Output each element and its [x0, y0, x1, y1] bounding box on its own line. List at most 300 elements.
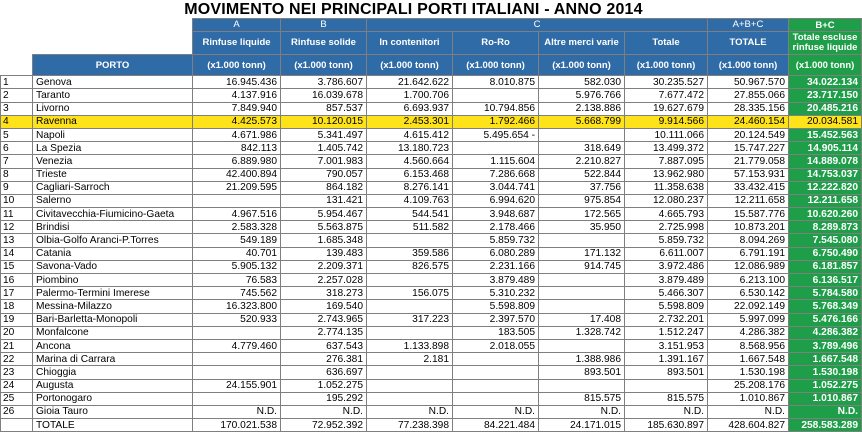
total-index-cell: [1, 419, 33, 432]
port-name-cell: Palermo-Termini Imerese: [33, 287, 193, 300]
row-index-cell: 9: [1, 181, 33, 194]
totale-cell: 1.010.867: [708, 392, 789, 405]
totale-cell: 6.530.142: [708, 287, 789, 300]
ro-ro-cell: 5.859.732: [453, 234, 539, 247]
altre-merci-cell: 35.950: [539, 221, 625, 234]
port-name-cell: Ravenna: [33, 115, 193, 128]
page-title: MOVIMENTO NEI PRINCIPALI PORTI ITALIANI - ANNO 2014: [184, 1, 643, 18]
totale-c-cell: 5.598.809: [625, 300, 708, 313]
contenitori-cell: 2.181: [367, 353, 453, 366]
rinfuse-liquide-cell: 21.209.595: [193, 181, 281, 194]
header-contenitori: In contenitori: [367, 32, 453, 55]
contenitori-cell: 2.453.301: [367, 115, 453, 128]
header-rinfuse-liquide: Rinfuse liquide: [193, 32, 281, 55]
totale-c-cell: 5.466.307: [625, 287, 708, 300]
rinfuse-liquide-cell: 76.583: [193, 274, 281, 287]
totale-cell: 6.213.100: [708, 274, 789, 287]
row-index-cell: 12: [1, 221, 33, 234]
port-name-cell: Gioia Tauro: [33, 405, 193, 418]
totale-cell: 15.587.776: [708, 208, 789, 221]
rinfuse-solide-cell: 318.273: [281, 287, 367, 300]
totale-escluse-cell: 6.750.490: [789, 247, 862, 260]
port-name-cell: Salerno: [33, 194, 193, 207]
totale-escluse-cell: 34.022.134: [789, 76, 862, 89]
table-row: [1, 274, 862, 287]
totale-c-cell: 4.665.793: [625, 208, 708, 221]
table-row: [1, 181, 862, 194]
table-row: [1, 300, 862, 313]
altre-merci-cell: 914.745: [539, 260, 625, 273]
rinfuse-liquide-cell: 520.933: [193, 313, 281, 326]
ro-ro-cell: [453, 366, 539, 379]
port-name-cell: Portonogaro: [33, 392, 193, 405]
unit-label: (x1.000 tonn): [708, 55, 789, 76]
table-row: [1, 326, 862, 339]
total-row: [1, 419, 862, 432]
contenitori-cell: 21.642.622: [367, 76, 453, 89]
unit-label: (x1.000 tonn): [193, 55, 281, 76]
port-name-cell: Napoli: [33, 128, 193, 141]
totale-cell: 8.094.269: [708, 234, 789, 247]
altre-merci-cell: 522.844: [539, 168, 625, 181]
totale-cell: 28.335.156: [708, 102, 789, 115]
rinfuse-solide-cell: 1.405.742: [281, 142, 367, 155]
port-name-cell: Monfalcone: [33, 326, 193, 339]
totale-cell: 5.997.099: [708, 313, 789, 326]
totale-escluse-cell: 20.485.216: [789, 102, 862, 115]
unit-label: (x1.000 tonn): [367, 55, 453, 76]
totale-c-cell: 11.358.638: [625, 181, 708, 194]
totale-escluse-cell: 14.753.037: [789, 168, 862, 181]
ro-ro-cell: [453, 142, 539, 155]
table-row: [1, 313, 862, 326]
ro-ro-cell: 5.598.809: [453, 300, 539, 313]
rinfuse-liquide-cell: 549.189: [193, 234, 281, 247]
header-letter-c: C: [367, 19, 708, 32]
row-index-cell: 13: [1, 234, 33, 247]
port-name-cell: Livorno: [33, 102, 193, 115]
totale-cell: 27.855.066: [708, 89, 789, 102]
row-index-cell: 17: [1, 287, 33, 300]
rinfuse-liquide-cell: 24.155.901: [193, 379, 281, 392]
altre-merci-cell: 815.575: [539, 392, 625, 405]
row-index-cell: 4: [1, 115, 33, 128]
header-totale: TOTALE: [708, 32, 789, 55]
header-letters-row: [1, 19, 862, 32]
totale-c-cell: 5.859.732: [625, 234, 708, 247]
port-name-cell: Chioggia: [33, 366, 193, 379]
totale-escluse-cell: 12.211.658: [789, 194, 862, 207]
rinfuse-solide-cell: 10.120.015: [281, 115, 367, 128]
port-name-cell: Messina-Milazzo: [33, 300, 193, 313]
totale-c-cell: 13.499.372: [625, 142, 708, 155]
totale-cell: 6.791.191: [708, 247, 789, 260]
totale-escluse-cell: 23.717.150: [789, 89, 862, 102]
ro-ro-cell: 3.948.687: [453, 208, 539, 221]
totale-escluse-cell: 5.476.166: [789, 313, 862, 326]
port-name-cell: Civitavecchia-Fiumicino-Gaeta: [33, 208, 193, 221]
contenitori-cell: [367, 234, 453, 247]
totale-escluse-cell: N.D.: [789, 405, 862, 418]
totale-c-cell: 12.080.237: [625, 194, 708, 207]
totale-c-cell: 9.914.566: [625, 115, 708, 128]
rinfuse-solide-cell: 1.685.348: [281, 234, 367, 247]
ro-ro-cell: 2.178.466: [453, 221, 539, 234]
rinfuse-solide-cell: 790.057: [281, 168, 367, 181]
rinfuse-liquide-cell: 16.945.436: [193, 76, 281, 89]
table-row: [1, 379, 862, 392]
rinfuse-solide-cell: 195.292: [281, 392, 367, 405]
contenitori-cell: [367, 274, 453, 287]
table-row: [1, 208, 862, 221]
totale-escluse-cell: 8.289.873: [789, 221, 862, 234]
ro-ro-cell: 7.286.668: [453, 168, 539, 181]
rinfuse-solide-cell: 5.954.467: [281, 208, 367, 221]
contenitori-cell: [367, 392, 453, 405]
contenitori-cell: 1.700.706: [367, 89, 453, 102]
rinfuse-liquide-cell: [193, 392, 281, 405]
contenitori-cell: 4.560.664: [367, 155, 453, 168]
totale-escluse-cell: 5.784.580: [789, 287, 862, 300]
row-index-cell: 8: [1, 168, 33, 181]
rinfuse-liquide-cell: 4.671.986: [193, 128, 281, 141]
port-name-cell: Catania: [33, 247, 193, 260]
table-row: [1, 247, 862, 260]
table-row: [1, 168, 862, 181]
ro-ro-cell: [453, 89, 539, 102]
totale-cell: 12.211.658: [708, 194, 789, 207]
header-totale-escluse: Totale escluse rinfuse liquide: [789, 32, 862, 55]
altre-merci-cell: 5.976.766: [539, 89, 625, 102]
contenitori-cell: 156.075: [367, 287, 453, 300]
ro-ro-cell: [453, 379, 539, 392]
table-row: [1, 142, 862, 155]
totale-c-cell: 13.962.980: [625, 168, 708, 181]
altre-merci-cell: 5.668.799: [539, 115, 625, 128]
totale-c-cell: 1.512.247: [625, 326, 708, 339]
rinfuse-solide-cell: 2.257.028: [281, 274, 367, 287]
port-name-cell: Olbia-Golfo Aranci-P.Torres: [33, 234, 193, 247]
contenitori-cell: 359.586: [367, 247, 453, 260]
rinfuse-solide-cell: 864.182: [281, 181, 367, 194]
port-name-cell: Ancona: [33, 339, 193, 352]
rinfuse-solide-cell: 2.209.371: [281, 260, 367, 273]
header-letter-b: B: [281, 19, 367, 32]
row-index-cell: 2: [1, 89, 33, 102]
totale-cell: 22.092.149: [708, 300, 789, 313]
ro-ro-cell: 6.080.289: [453, 247, 539, 260]
rinfuse-solide-cell: 3.786.607: [281, 76, 367, 89]
altre-merci-cell: 893.501: [539, 366, 625, 379]
totale-cell: 1.667.548: [708, 353, 789, 366]
total-ro-ro: 84.221.484: [453, 419, 539, 432]
totale-c-cell: 815.575: [625, 392, 708, 405]
altre-merci-cell: 582.030: [539, 76, 625, 89]
table-row: [1, 221, 862, 234]
altre-merci-cell: 2.138.886: [539, 102, 625, 115]
totale-cell: 25.208.176: [708, 379, 789, 392]
row-index-cell: 15: [1, 260, 33, 273]
totale-c-cell: [625, 379, 708, 392]
rinfuse-solide-cell: 637.543: [281, 339, 367, 352]
port-name-cell: Savona-Vado: [33, 260, 193, 273]
row-index-cell: 22: [1, 353, 33, 366]
totale-c-cell: 7.677.472: [625, 89, 708, 102]
rinfuse-solide-cell: 169.540: [281, 300, 367, 313]
contenitori-cell: N.D.: [367, 405, 453, 418]
rinfuse-liquide-cell: [193, 366, 281, 379]
contenitori-cell: 544.541: [367, 208, 453, 221]
unit-label: (x1.000 tonn): [789, 55, 862, 76]
rinfuse-solide-cell: 276.381: [281, 353, 367, 366]
row-index-cell: 19: [1, 313, 33, 326]
contenitori-cell: 6.693.937: [367, 102, 453, 115]
ro-ro-cell: N.D.: [453, 405, 539, 418]
totale-c-cell: 7.887.095: [625, 155, 708, 168]
row-index-cell: 26: [1, 405, 33, 418]
totale-escluse-cell: 5.768.349: [789, 300, 862, 313]
totale-c-cell: 3.151.953: [625, 339, 708, 352]
contenitori-cell: 4.109.763: [367, 194, 453, 207]
table-row: [1, 339, 862, 352]
rinfuse-liquide-cell: [193, 326, 281, 339]
unit-label: (x1.000 tonn): [625, 55, 708, 76]
totale-cell: 1.530.198: [708, 366, 789, 379]
contenitori-cell: 4.615.412: [367, 128, 453, 141]
rinfuse-liquide-cell: 5.905.132: [193, 260, 281, 273]
ro-ro-cell: 1.115.604: [453, 155, 539, 168]
table-row: [1, 155, 862, 168]
totale-cell: 20.124.549: [708, 128, 789, 141]
header-letter-abc: A+B+C: [708, 19, 789, 32]
ro-ro-cell: 3.044.741: [453, 181, 539, 194]
table-row: [1, 366, 862, 379]
totale-cell: 8.568.956: [708, 339, 789, 352]
port-name-cell: Brindisi: [33, 221, 193, 234]
totale-cell: 10.873.201: [708, 221, 789, 234]
totale-c-cell: 2.725.998: [625, 221, 708, 234]
totale-c-cell: 3.879.489: [625, 274, 708, 287]
altre-merci-cell: 1.328.742: [539, 326, 625, 339]
table-row: [1, 102, 862, 115]
row-index-cell: 18: [1, 300, 33, 313]
row-index-cell: 7: [1, 155, 33, 168]
rinfuse-liquide-cell: 16.323.800: [193, 300, 281, 313]
totale-escluse-cell: 15.452.563: [789, 128, 862, 141]
contenitori-cell: [367, 366, 453, 379]
altre-merci-cell: 172.565: [539, 208, 625, 221]
total-altre-merci: 24.171.015: [539, 419, 625, 432]
ports-table: [0, 18, 862, 432]
totale-escluse-cell: 1.010.867: [789, 392, 862, 405]
total-totale-c: 185.630.897: [625, 419, 708, 432]
port-name-cell: Piombino: [33, 274, 193, 287]
table-row: [1, 89, 862, 102]
contenitori-cell: [367, 300, 453, 313]
port-name-cell: Marina di Carrara: [33, 353, 193, 366]
total-contenitori: 77.238.398: [367, 419, 453, 432]
blank-cell: [33, 19, 193, 32]
row-index-cell: 21: [1, 339, 33, 352]
totale-escluse-cell: 3.789.496: [789, 339, 862, 352]
altre-merci-cell: 2.210.827: [539, 155, 625, 168]
table-row: [1, 128, 862, 141]
total-escluse: 258.583.289: [789, 419, 862, 432]
rinfuse-solide-cell: 16.039.678: [281, 89, 367, 102]
altre-merci-cell: [539, 274, 625, 287]
port-name-cell: Cagliari-Sarroch: [33, 181, 193, 194]
contenitori-cell: [367, 326, 453, 339]
totale-escluse-cell: 6.181.857: [789, 260, 862, 273]
totale-c-cell: 2.732.201: [625, 313, 708, 326]
header-letter-bc: B+C: [789, 19, 862, 32]
table-row: [1, 115, 862, 128]
header-units-row: [1, 55, 862, 76]
row-index-cell: 20: [1, 326, 33, 339]
rinfuse-liquide-cell: 40.701: [193, 247, 281, 260]
ro-ro-cell: 6.994.620: [453, 194, 539, 207]
rinfuse-liquide-cell: 4.137.916: [193, 89, 281, 102]
rinfuse-liquide-cell: 42.400.894: [193, 168, 281, 181]
contenitori-cell: [367, 379, 453, 392]
rinfuse-solide-cell: 1.052.275: [281, 379, 367, 392]
totale-c-cell: 6.611.007: [625, 247, 708, 260]
port-name-cell: Augusta: [33, 379, 193, 392]
totale-cell: N.D.: [708, 405, 789, 418]
header-totale-c: Totale: [625, 32, 708, 55]
rinfuse-liquide-cell: 4.967.516: [193, 208, 281, 221]
altre-merci-cell: 975.854: [539, 194, 625, 207]
unit-label: (x1.000 tonn): [281, 55, 367, 76]
ro-ro-cell: 183.505: [453, 326, 539, 339]
totale-cell: 4.286.382: [708, 326, 789, 339]
totale-c-cell: N.D.: [625, 405, 708, 418]
header-ro-ro: Ro-Ro: [453, 32, 539, 55]
rinfuse-liquide-cell: 4.779.460: [193, 339, 281, 352]
contenitori-cell: 317.223: [367, 313, 453, 326]
table-row: [1, 260, 862, 273]
rinfuse-solide-cell: 2.774.135: [281, 326, 367, 339]
row-index-cell: 3: [1, 102, 33, 115]
table-row: [1, 234, 862, 247]
altre-merci-cell: 171.132: [539, 247, 625, 260]
ro-ro-cell: 2.397.570: [453, 313, 539, 326]
rinfuse-liquide-cell: 6.889.980: [193, 155, 281, 168]
row-index-cell: 11: [1, 208, 33, 221]
port-name-cell: La Spezia: [33, 142, 193, 155]
table-body: [1, 76, 862, 419]
port-name-cell: Genova: [33, 76, 193, 89]
rinfuse-solide-cell: 5.341.497: [281, 128, 367, 141]
altre-merci-cell: [539, 339, 625, 352]
totale-cell: 33.432.415: [708, 181, 789, 194]
rinfuse-solide-cell: 857.537: [281, 102, 367, 115]
row-index-cell: 24: [1, 379, 33, 392]
total-totale: 428.604.827: [708, 419, 789, 432]
rinfuse-solide-cell: 7.001.983: [281, 155, 367, 168]
rinfuse-solide-cell: 131.421: [281, 194, 367, 207]
totale-c-cell: 893.501: [625, 366, 708, 379]
totale-c-cell: 1.391.167: [625, 353, 708, 366]
totale-escluse-cell: 1.530.198: [789, 366, 862, 379]
ro-ro-cell: 2.231.166: [453, 260, 539, 273]
altre-merci-cell: 318.649: [539, 142, 625, 155]
unit-label: (x1.000 tonn): [539, 55, 625, 76]
port-name-cell: Venezia: [33, 155, 193, 168]
ro-ro-cell: 5.495.654 -: [453, 128, 539, 141]
ro-ro-cell: 3.879.489: [453, 274, 539, 287]
contenitori-cell: 826.575: [367, 260, 453, 273]
ro-ro-cell: 5.310.232: [453, 287, 539, 300]
ro-ro-cell: [453, 353, 539, 366]
ro-ro-cell: 1.792.466: [453, 115, 539, 128]
rinfuse-liquide-cell: [193, 194, 281, 207]
totale-cell: 50.967.570: [708, 76, 789, 89]
totale-escluse-cell: 1.052.275: [789, 379, 862, 392]
table-row: [1, 392, 862, 405]
totale-escluse-cell: 6.136.517: [789, 274, 862, 287]
row-index-cell: 23: [1, 366, 33, 379]
header-columns-row: [1, 32, 862, 55]
totale-escluse-cell: 20.034.581: [789, 115, 862, 128]
header-rinfuse-solide: Rinfuse solide: [281, 32, 367, 55]
rinfuse-solide-cell: 636.697: [281, 366, 367, 379]
contenitori-cell: 511.582: [367, 221, 453, 234]
totale-cell: 21.779.058: [708, 155, 789, 168]
ro-ro-cell: 2.018.055: [453, 339, 539, 352]
row-index-cell: 5: [1, 128, 33, 141]
rinfuse-liquide-cell: 7.849.940: [193, 102, 281, 115]
contenitori-cell: 8.276.141: [367, 181, 453, 194]
ro-ro-cell: [453, 392, 539, 405]
altre-merci-cell: [539, 287, 625, 300]
header-letter-a: A: [193, 19, 281, 32]
blank-cell: [1, 55, 33, 76]
totale-escluse-cell: 14.889.078: [789, 155, 862, 168]
table-row: [1, 287, 862, 300]
totale-c-cell: 19.627.679: [625, 102, 708, 115]
altre-merci-cell: 1.388.986: [539, 353, 625, 366]
totale-escluse-cell: 1.667.548: [789, 353, 862, 366]
rinfuse-liquide-cell: 745.562: [193, 287, 281, 300]
header-porto: PORTO: [33, 55, 193, 76]
row-index-cell: 16: [1, 274, 33, 287]
table-row: [1, 353, 862, 366]
rinfuse-solide-cell: N.D.: [281, 405, 367, 418]
altre-merci-cell: [539, 379, 625, 392]
altre-merci-cell: N.D.: [539, 405, 625, 418]
rinfuse-liquide-cell: [193, 353, 281, 366]
altre-merci-cell: 37.756: [539, 181, 625, 194]
altre-merci-cell: 17.408: [539, 313, 625, 326]
totale-escluse-cell: 12.222.820: [789, 181, 862, 194]
totale-escluse-cell: 14.905.114: [789, 142, 862, 155]
totale-escluse-cell: 7.545.080: [789, 234, 862, 247]
row-index-cell: 6: [1, 142, 33, 155]
altre-merci-cell: [539, 234, 625, 247]
totale-c-cell: 30.235.527: [625, 76, 708, 89]
header-altre-merci: Altre merci varie: [539, 32, 625, 55]
row-index-cell: 25: [1, 392, 33, 405]
total-label: TOTALE: [33, 419, 193, 432]
port-name-cell: Trieste: [33, 168, 193, 181]
rinfuse-liquide-cell: N.D.: [193, 405, 281, 418]
rinfuse-liquide-cell: 4.425.573: [193, 115, 281, 128]
totale-escluse-cell: 4.286.382: [789, 326, 862, 339]
blank-cell: [33, 32, 193, 55]
totale-escluse-cell: 10.620.260: [789, 208, 862, 221]
totale-c-cell: 3.972.486: [625, 260, 708, 273]
